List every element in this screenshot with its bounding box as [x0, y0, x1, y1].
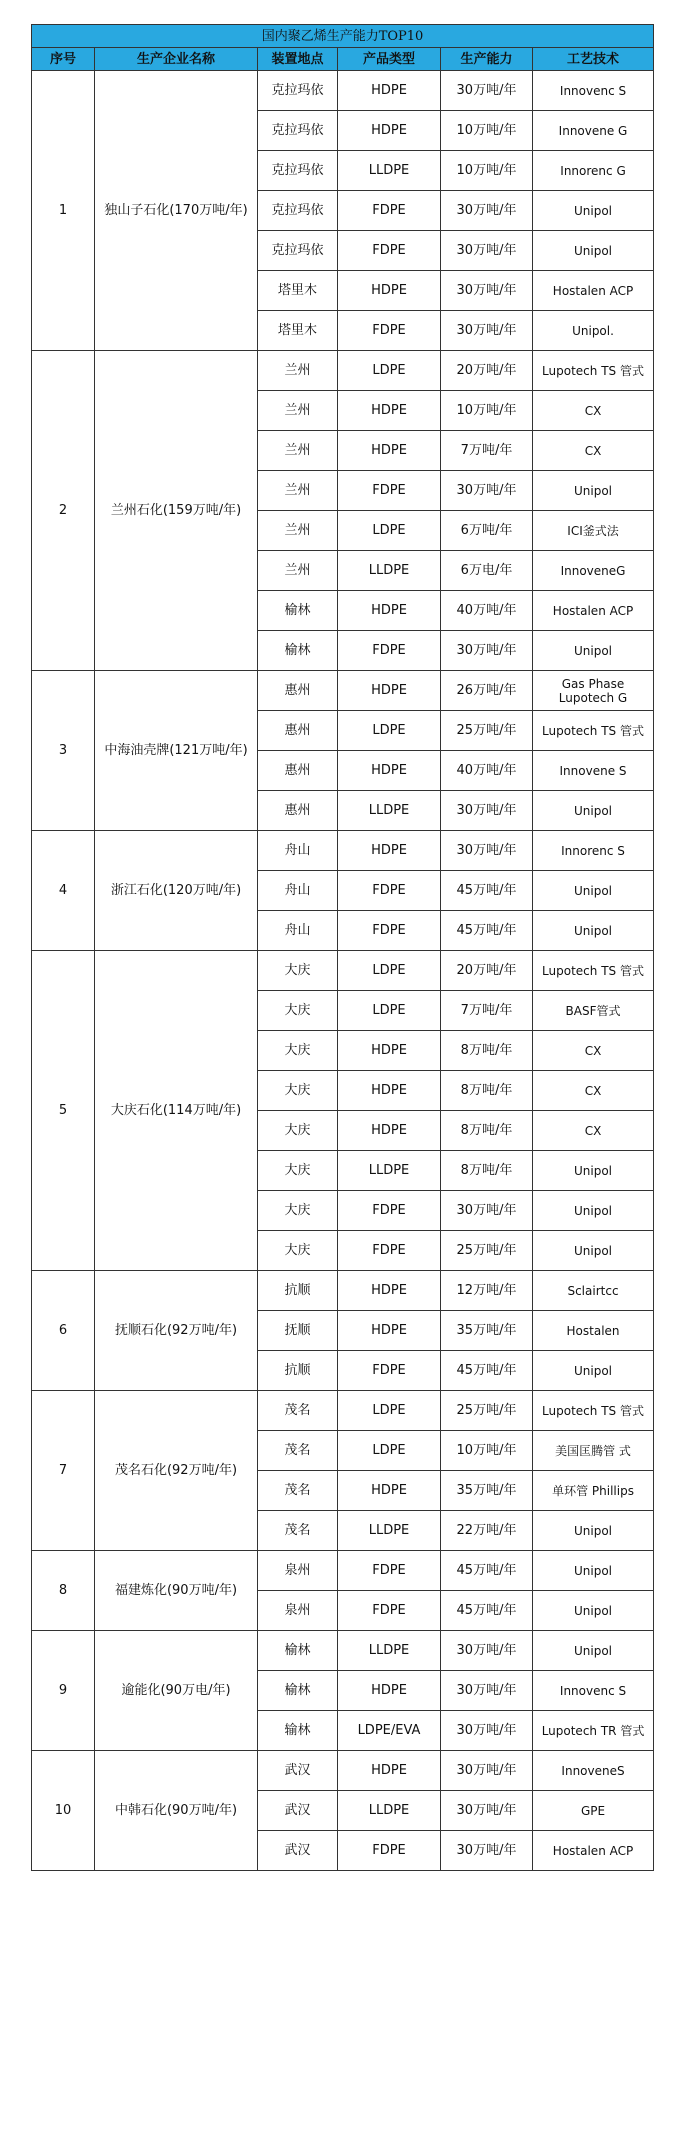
- serial-no-cell: 1: [32, 71, 95, 351]
- process-technology-cell: Unipol: [533, 1591, 654, 1631]
- plant-location-cell: 舟山: [258, 831, 338, 871]
- product-type-cell: HDPE: [338, 1671, 441, 1711]
- capacity-cell: 30万吨/年: [441, 1711, 533, 1751]
- product-type-cell: HDPE: [338, 111, 441, 151]
- plant-location-cell: 克拉玛依: [258, 71, 338, 111]
- capacity-table-container: [31, 24, 653, 1871]
- capacity-cell: 40万吨/年: [441, 591, 533, 631]
- product-type-cell: HDPE: [338, 1071, 441, 1111]
- serial-no-cell: 10: [32, 1751, 95, 1871]
- product-type-cell: FDPE: [338, 1191, 441, 1231]
- capacity-cell: 30万吨/年: [441, 1671, 533, 1711]
- capacity-cell: 22万吨/年: [441, 1511, 533, 1551]
- plant-location-cell: 塔里木: [258, 271, 338, 311]
- capacity-cell: 12万吨/年: [441, 1271, 533, 1311]
- company-name-cell: 中海油壳牌(121万吨/年): [95, 671, 258, 831]
- capacity-cell: 35万吨/年: [441, 1311, 533, 1351]
- company-name-cell: 大庆石化(114万吨/年): [95, 951, 258, 1271]
- capacity-cell: 45万吨/年: [441, 1551, 533, 1591]
- process-technology-cell: Unipol: [533, 791, 654, 831]
- capacity-cell: 30万吨/年: [441, 1751, 533, 1791]
- product-type-cell: LDPE: [338, 351, 441, 391]
- plant-location-cell: 茂名: [258, 1391, 338, 1431]
- product-type-cell: FDPE: [338, 1551, 441, 1591]
- plant-location-cell: 武汉: [258, 1791, 338, 1831]
- process-technology-cell: Hostalen ACP: [533, 271, 654, 311]
- process-technology-cell: Unipol: [533, 1231, 654, 1271]
- plant-location-cell: 武汉: [258, 1831, 338, 1871]
- product-type-cell: HDPE: [338, 1471, 441, 1511]
- product-type-cell: HDPE: [338, 831, 441, 871]
- table-row: [32, 351, 654, 391]
- process-technology-cell: Unipol: [533, 911, 654, 951]
- capacity-cell: 8万吨/年: [441, 1071, 533, 1111]
- plant-location-cell: 兰州: [258, 471, 338, 511]
- capacity-cell: 30万吨/年: [441, 1631, 533, 1671]
- process-technology-cell: GPE: [533, 1791, 654, 1831]
- capacity-cell: 30万吨/年: [441, 71, 533, 111]
- product-type-cell: HDPE: [338, 431, 441, 471]
- plant-location-cell: 惠州: [258, 791, 338, 831]
- plant-location-cell: 塔里木: [258, 311, 338, 351]
- serial-no-cell: 4: [32, 831, 95, 951]
- process-technology-cell: Lupotech TS 管式: [533, 1391, 654, 1431]
- process-technology-cell: Sclairtcc: [533, 1271, 654, 1311]
- table-row: [32, 951, 654, 991]
- product-type-cell: HDPE: [338, 591, 441, 631]
- plant-location-cell: 兰州: [258, 551, 338, 591]
- plant-location-cell: 舟山: [258, 911, 338, 951]
- capacity-cell: 40万吨/年: [441, 751, 533, 791]
- plant-location-cell: 大庆: [258, 951, 338, 991]
- product-type-cell: HDPE: [338, 751, 441, 791]
- product-type-cell: FDPE: [338, 1591, 441, 1631]
- plant-location-cell: 榆林: [258, 591, 338, 631]
- table-row: [32, 1551, 654, 1591]
- product-type-cell: LDPE: [338, 951, 441, 991]
- plant-location-cell: 惠州: [258, 711, 338, 751]
- plant-location-cell: 兰州: [258, 391, 338, 431]
- table-row: [32, 1631, 654, 1671]
- capacity-cell: 45万吨/年: [441, 871, 533, 911]
- product-type-cell: LLDPE: [338, 1151, 441, 1191]
- process-technology-cell: CX: [533, 431, 654, 471]
- capacity-cell: 25万吨/年: [441, 1391, 533, 1431]
- capacity-cell: 30万吨/年: [441, 311, 533, 351]
- company-name-cell: 抚顺石化(92万吨/年): [95, 1271, 258, 1391]
- plant-location-cell: 兰州: [258, 431, 338, 471]
- process-technology-cell: Innovenc S: [533, 1671, 654, 1711]
- plant-location-cell: 克拉玛依: [258, 231, 338, 271]
- capacity-cell: 30万吨/年: [441, 191, 533, 231]
- table-body: [32, 71, 654, 1871]
- process-technology-cell: Hostalen: [533, 1311, 654, 1351]
- capacity-cell: 25万吨/年: [441, 711, 533, 751]
- header-product-type: 产品类型: [338, 48, 441, 71]
- capacity-cell: 30万吨/年: [441, 1191, 533, 1231]
- capacity-cell: 30万吨/年: [441, 271, 533, 311]
- process-technology-cell: Unipol: [533, 1151, 654, 1191]
- process-technology-cell: Innorenc S: [533, 831, 654, 871]
- capacity-cell: 25万吨/年: [441, 1231, 533, 1271]
- serial-no-cell: 3: [32, 671, 95, 831]
- capacity-cell: 10万吨/年: [441, 391, 533, 431]
- company-name-cell: 兰州石化(159万吨/年): [95, 351, 258, 671]
- capacity-cell: 45万吨/年: [441, 1351, 533, 1391]
- capacity-cell: 7万吨/年: [441, 431, 533, 471]
- serial-no-cell: 7: [32, 1391, 95, 1551]
- plant-location-cell: 大庆: [258, 991, 338, 1031]
- product-type-cell: LDPE: [338, 1431, 441, 1471]
- serial-no-cell: 6: [32, 1271, 95, 1391]
- process-technology-cell: Unipol: [533, 471, 654, 511]
- product-type-cell: FDPE: [338, 1231, 441, 1271]
- product-type-cell: FDPE: [338, 631, 441, 671]
- process-technology-cell: Innovenc S: [533, 71, 654, 111]
- header-capacity: 生产能力: [441, 48, 533, 71]
- product-type-cell: LDPE: [338, 511, 441, 551]
- capacity-cell: 30万吨/年: [441, 231, 533, 271]
- capacity-cell: 20万吨/年: [441, 351, 533, 391]
- product-type-cell: LDPE/EVA: [338, 1711, 441, 1751]
- capacity-cell: 45万吨/年: [441, 1591, 533, 1631]
- capacity-cell: 30万吨/年: [441, 831, 533, 871]
- product-type-cell: LDPE: [338, 1391, 441, 1431]
- capacity-cell: 26万吨/年: [441, 671, 533, 711]
- product-type-cell: HDPE: [338, 271, 441, 311]
- product-type-cell: HDPE: [338, 1751, 441, 1791]
- plant-location-cell: 茂名: [258, 1431, 338, 1471]
- process-technology-cell: BASF管式: [533, 991, 654, 1031]
- process-technology-cell: Unipol: [533, 191, 654, 231]
- company-name-cell: 中韩石化(90万吨/年): [95, 1751, 258, 1871]
- capacity-cell: 30万吨/年: [441, 631, 533, 671]
- company-name-cell: 独山子石化(170万吨/年): [95, 71, 258, 351]
- process-technology-cell: Lupotech TS 管式: [533, 351, 654, 391]
- process-technology-cell: Unipol: [533, 1191, 654, 1231]
- serial-no-cell: 8: [32, 1551, 95, 1631]
- process-technology-cell: 单环管 Phillips: [533, 1471, 654, 1511]
- capacity-cell: 30万吨/年: [441, 791, 533, 831]
- process-technology-cell: Unipol.: [533, 311, 654, 351]
- company-name-cell: 浙江石化(120万吨/年): [95, 831, 258, 951]
- plant-location-cell: 泉州: [258, 1591, 338, 1631]
- table-row: [32, 1391, 654, 1431]
- plant-location-cell: 舟山: [258, 871, 338, 911]
- plant-location-cell: 茂名: [258, 1471, 338, 1511]
- capacity-cell: 10万吨/年: [441, 151, 533, 191]
- plant-location-cell: 榆林: [258, 1631, 338, 1671]
- plant-location-cell: 武汉: [258, 1751, 338, 1791]
- plant-location-cell: 抚顺: [258, 1311, 338, 1351]
- plant-location-cell: 惠州: [258, 751, 338, 791]
- product-type-cell: FDPE: [338, 1351, 441, 1391]
- plant-location-cell: 输林: [258, 1711, 338, 1751]
- process-technology-cell: InnoveneG: [533, 551, 654, 591]
- header-serial-no: 序号: [32, 48, 95, 71]
- table-title: 国内聚乙烯生产能力TOP10: [32, 25, 654, 48]
- product-type-cell: HDPE: [338, 391, 441, 431]
- plant-location-cell: 兰州: [258, 511, 338, 551]
- company-name-cell: 福建炼化(90万吨/年): [95, 1551, 258, 1631]
- product-type-cell: FDPE: [338, 1831, 441, 1871]
- plant-location-cell: 茂名: [258, 1511, 338, 1551]
- process-technology-cell: Unipol: [533, 871, 654, 911]
- product-type-cell: HDPE: [338, 1271, 441, 1311]
- table-row: [32, 71, 654, 111]
- header-company-name: 生产企业名称: [95, 48, 258, 71]
- process-technology-cell: Innovene S: [533, 751, 654, 791]
- process-technology-cell: Hostalen ACP: [533, 1831, 654, 1871]
- plant-location-cell: 大庆: [258, 1031, 338, 1071]
- company-name-cell: 茂名石化(92万吨/年): [95, 1391, 258, 1551]
- process-technology-cell: CX: [533, 391, 654, 431]
- process-technology-cell: Unipol: [533, 1551, 654, 1591]
- capacity-cell: 6万吨/年: [441, 511, 533, 551]
- plant-location-cell: 克拉玛依: [258, 151, 338, 191]
- product-type-cell: LLDPE: [338, 791, 441, 831]
- plant-location-cell: 榆林: [258, 631, 338, 671]
- table-row: [32, 1751, 654, 1791]
- plant-location-cell: 榆林: [258, 1671, 338, 1711]
- process-technology-cell: InnoveneS: [533, 1751, 654, 1791]
- capacity-cell: 8万吨/年: [441, 1151, 533, 1191]
- plant-location-cell: 惠州: [258, 671, 338, 711]
- polyethylene-capacity-table: [31, 24, 654, 1871]
- process-technology-cell: Unipol: [533, 1351, 654, 1391]
- capacity-cell: 8万吨/年: [441, 1031, 533, 1071]
- process-technology-cell: Innovene G: [533, 111, 654, 151]
- process-technology-cell: Lupotech TS 管式: [533, 711, 654, 751]
- process-technology-cell: CX: [533, 1111, 654, 1151]
- capacity-cell: 10万吨/年: [441, 1431, 533, 1471]
- table-row: [32, 671, 654, 711]
- product-type-cell: LDPE: [338, 711, 441, 751]
- product-type-cell: FDPE: [338, 191, 441, 231]
- capacity-cell: 6万电/年: [441, 551, 533, 591]
- product-type-cell: FDPE: [338, 231, 441, 271]
- product-type-cell: FDPE: [338, 911, 441, 951]
- serial-no-cell: 9: [32, 1631, 95, 1751]
- product-type-cell: HDPE: [338, 71, 441, 111]
- product-type-cell: FDPE: [338, 471, 441, 511]
- product-type-cell: HDPE: [338, 1311, 441, 1351]
- product-type-cell: HDPE: [338, 671, 441, 711]
- capacity-cell: 35万吨/年: [441, 1471, 533, 1511]
- table-row: [32, 831, 654, 871]
- process-technology-cell: ICI釜式法: [533, 511, 654, 551]
- process-technology-cell: CX: [533, 1071, 654, 1111]
- plant-location-cell: 大庆: [258, 1151, 338, 1191]
- process-technology-cell: Lupotech TS 管式: [533, 951, 654, 991]
- capacity-cell: 30万吨/年: [441, 1831, 533, 1871]
- table-row: [32, 1271, 654, 1311]
- capacity-cell: 8万吨/年: [441, 1111, 533, 1151]
- serial-no-cell: 2: [32, 351, 95, 671]
- plant-location-cell: 抗顺: [258, 1271, 338, 1311]
- plant-location-cell: 兰州: [258, 351, 338, 391]
- plant-location-cell: 大庆: [258, 1071, 338, 1111]
- capacity-cell: 7万吨/年: [441, 991, 533, 1031]
- process-technology-cell: Unipol: [533, 231, 654, 271]
- capacity-cell: 45万吨/年: [441, 911, 533, 951]
- product-type-cell: LLDPE: [338, 151, 441, 191]
- product-type-cell: FDPE: [338, 871, 441, 911]
- plant-location-cell: 克拉玛依: [258, 111, 338, 151]
- product-type-cell: LDPE: [338, 991, 441, 1031]
- product-type-cell: FDPE: [338, 311, 441, 351]
- capacity-cell: 30万吨/年: [441, 471, 533, 511]
- product-type-cell: HDPE: [338, 1031, 441, 1071]
- header-plant-location: 装置地点: [258, 48, 338, 71]
- plant-location-cell: 克拉玛依: [258, 191, 338, 231]
- process-technology-cell: Innorenc G: [533, 151, 654, 191]
- plant-location-cell: 泉州: [258, 1551, 338, 1591]
- plant-location-cell: 抗顺: [258, 1351, 338, 1391]
- company-name-cell: 逾能化(90万电/年): [95, 1631, 258, 1751]
- product-type-cell: LLDPE: [338, 1791, 441, 1831]
- product-type-cell: LLDPE: [338, 1631, 441, 1671]
- capacity-cell: 10万吨/年: [441, 111, 533, 151]
- process-technology-cell: Unipol: [533, 1511, 654, 1551]
- process-technology-cell: 美国匡腾管 式: [533, 1431, 654, 1471]
- capacity-cell: 30万吨/年: [441, 1791, 533, 1831]
- process-technology-cell: Unipol: [533, 631, 654, 671]
- capacity-cell: 20万吨/年: [441, 951, 533, 991]
- serial-no-cell: 5: [32, 951, 95, 1271]
- product-type-cell: HDPE: [338, 1111, 441, 1151]
- process-technology-cell: Unipol: [533, 1631, 654, 1671]
- process-technology-cell: CX: [533, 1031, 654, 1071]
- plant-location-cell: 大庆: [258, 1231, 338, 1271]
- plant-location-cell: 大庆: [258, 1111, 338, 1151]
- product-type-cell: LLDPE: [338, 1511, 441, 1551]
- process-technology-cell: Lupotech TR 管式: [533, 1711, 654, 1751]
- plant-location-cell: 大庆: [258, 1191, 338, 1231]
- header-process-technology: 工艺技术: [533, 48, 654, 71]
- product-type-cell: LLDPE: [338, 551, 441, 591]
- process-technology-cell: Gas Phase Lupotech G: [533, 671, 654, 711]
- process-technology-cell: Hostalen ACP: [533, 591, 654, 631]
